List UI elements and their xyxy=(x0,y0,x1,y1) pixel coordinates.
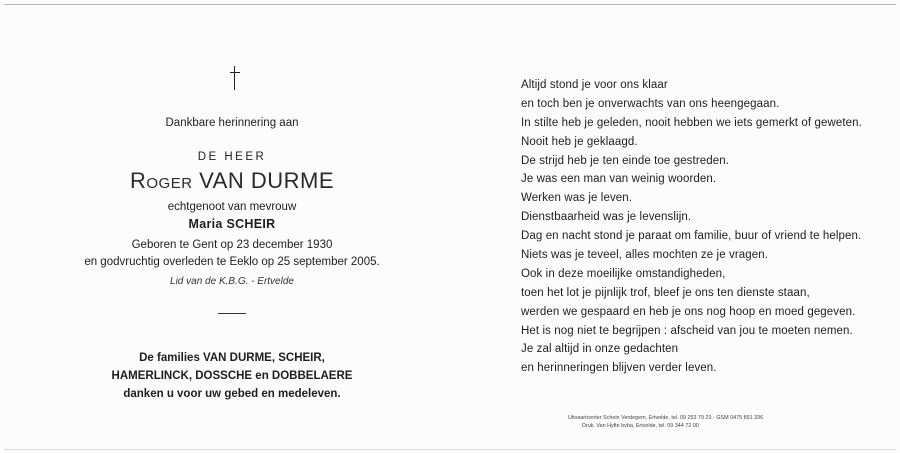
poem-line: Dag en nacht stond je paraat om familie, buur of vriend te helpen. xyxy=(521,230,862,243)
poem-line: Je zal altijd in onze gedachten xyxy=(521,343,679,356)
death-line: en godvruchtig overleden te Eeklo op 25 september 2005. xyxy=(84,256,380,268)
printer-credits xyxy=(568,414,818,430)
bottom-border xyxy=(4,449,896,450)
poem-line: In stilte heb je geleden, nooit hebben we iets gemerkt of geweten. xyxy=(521,116,862,129)
spouse-name: Maria SCHEIR xyxy=(188,217,276,231)
poem xyxy=(521,76,862,378)
credits-line-1: Uitvaartcenter Schein Verdegem, Ertvelde, tel. 09 253 79 23 - GSM 0475 891 336 xyxy=(568,415,764,421)
spouse-line: echtgenoot van mevrouw xyxy=(167,201,297,213)
poem-line: Altijd stond je voor ons klaar xyxy=(521,79,668,91)
poem-line: toen het lot je pijnlijk trof, bleef je ons ten dienste staan, xyxy=(521,286,810,299)
poem-line: werden we gespaard en heb je ons nog hoop en moed gegeven. xyxy=(521,305,856,318)
poem-line: Je was een man van weinig woorden. xyxy=(521,173,717,186)
poem-line: De strijd heb je ten einde toe gestreden. xyxy=(521,154,730,167)
deceased-name: Roger VAN DURME xyxy=(129,168,335,193)
membership-line: Lid van de K.B.G. - Ertvelde xyxy=(170,276,294,287)
poem-line: Het is nog niet te begrijpen : afscheid van jou te moeten nemen. xyxy=(521,324,853,337)
poem-line: Niets was je teveel, alles mochten ze je vragen. xyxy=(521,249,769,262)
birth-line: Geboren te Gent op 23 december 1930 xyxy=(131,239,333,251)
thanks-line-2: HAMERLINCK, DOSSCHE en DOBBELAERE xyxy=(111,370,353,382)
poem-line: en herinneringen blijven verder leven. xyxy=(521,362,717,375)
cross-icon xyxy=(230,66,240,90)
poem-line: Dienstbaarheid was je levenslijn. xyxy=(521,211,692,224)
credits-line-2: Druk. Van Hyfte bvba, Ertvelde, tel. 09 344 72 00 xyxy=(582,423,699,429)
intro-text: Dankbare herinnering aan xyxy=(165,117,299,129)
divider xyxy=(218,313,246,314)
poem-line: Nooit heb je geklaagd. xyxy=(521,135,638,148)
poem-line: Ook in deze moeilijke omstandigheden, xyxy=(521,267,726,280)
poem-line: Werken was je leven. xyxy=(521,192,633,205)
title-prefix: DE HEER xyxy=(197,151,267,163)
poem-line: en toch ben je onverwachts van ons heengegaan. xyxy=(521,97,780,110)
thanks-line-1: De families VAN DURME, SCHEIR, xyxy=(139,352,325,364)
thanks-line-3: danken u voor uw gebed en medeleven. xyxy=(123,388,341,400)
